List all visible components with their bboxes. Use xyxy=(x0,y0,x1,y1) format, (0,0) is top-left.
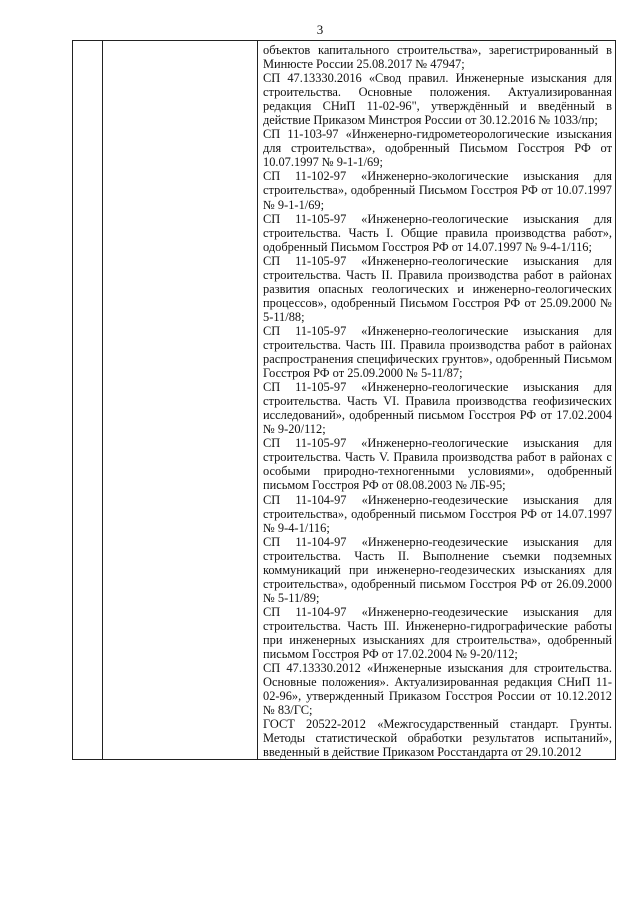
list-item: СП 11-104-97 «Инженерно-геодезические изыскания для строительства. Часть II. Выполнение съемки подземных коммуникаций при инженерно-геодезических изысканиях для строительства», одобренный письмом Госстроя РФ от 26.09.2000 № 5-11/89; xyxy=(263,534,612,605)
parameter-cell xyxy=(103,41,258,760)
content-cell xyxy=(258,41,616,760)
list-item: СП 11-102-97 «Инженерно-экологические изыскания для строительства», одобренный Письмом Госстроя РФ от 10.07.1997 № 9-1-1/69; xyxy=(263,169,612,212)
list-item: ГОСТ 20522-2012 «Межгосударственный стандарт. Грунты. Методы статистической обработки результатов испытаний», введенный в действие Приказом Росстандарта от 29.10.2012 xyxy=(263,717,612,760)
list-item: СП 47.13330.2012 «Инженерные изыскания для строительства. Основные положения». Актуализированная редакция СНиП 11-02-96», утвержденный Приказом Госстроя России от 10.12.2012 № 83/ГС; xyxy=(263,661,612,718)
list-item: объектов капитального строительства», зарегистрированный в Минюсте России 25.08.2017 № 47947; xyxy=(263,43,612,72)
content-text xyxy=(258,41,615,759)
list-item: СП 11-104-97 «Инженерно-геодезические изыскания для строительства. Часть III. Инженерно-гидрографические работы при инженерных изысканиях для строительства», одобренный письмом Госстроя РФ от 17.02.2004 № 9-20/112; xyxy=(263,604,612,662)
table-row xyxy=(73,41,616,760)
list-item: СП 11-105-97 «Инженерно-геологические изыскания для строительства. Часть III. Правила производства работ в районах распространения специфических грунтов», одобренный Письмом Госстроя РФ от 25.09.2000 № 5-11/87; xyxy=(263,323,612,381)
list-item: СП 11-105-97 «Инженерно-геологические изыскания для строительства. Часть I. Общие правила производства работ», одобренный Письмом Госстроя РФ от 14.07.1997 № 9-4-1/116; xyxy=(263,211,612,254)
list-item: СП 11-104-97 «Инженерно-геодезические изыскания для строительства», одобренный письмом Госстроя РФ от 14.07.1997 № 9-4-1/116; xyxy=(263,492,612,535)
page-number: 3 xyxy=(316,22,324,37)
document-table xyxy=(72,40,616,760)
list-item: СП 11-105-97 «Инженерно-геологические изыскания для строительства. Часть VI. Правила производства геофизических исследований», одобренный письмом Госстроя РФ от 17.02.2004 № 9-20/112; xyxy=(263,380,612,437)
list-item: СП 47.13330.2016 «Свод правил. Инженерные изыскания для строительства. Основные положения. Актуализированная редакция СНиП 11-02-96", утверждённый и введённый в действие Приказом Минстроя России от 30.12.2016 № 1033/пр; xyxy=(263,71,612,128)
list-item: СП 11-105-97 «Инженерно-геологические изыскания для строительства. Часть II. Правила производства работ в районах развития опасных геологических и инженерно-геологических процессов», одобренный Письмом Госстроя РФ от 25.09.2000 № 5-11/88; xyxy=(263,253,612,324)
number-cell xyxy=(73,41,103,760)
list-item: СП 11-105-97 «Инженерно-геологические изыскания для строительства. Часть V. Правила производства работ в районах с особыми природно-техногенными условиями», одобренный письмом Госстроя РФ от 08.08.2003 № ЛБ-95; xyxy=(263,436,612,493)
list-item: СП 11-103-97 «Инженерно-гидрометеорологические изыскания для строительства», одобренный Письмом Госстроя РФ от 10.07.1997 № 9-1-1/69; xyxy=(263,127,612,170)
